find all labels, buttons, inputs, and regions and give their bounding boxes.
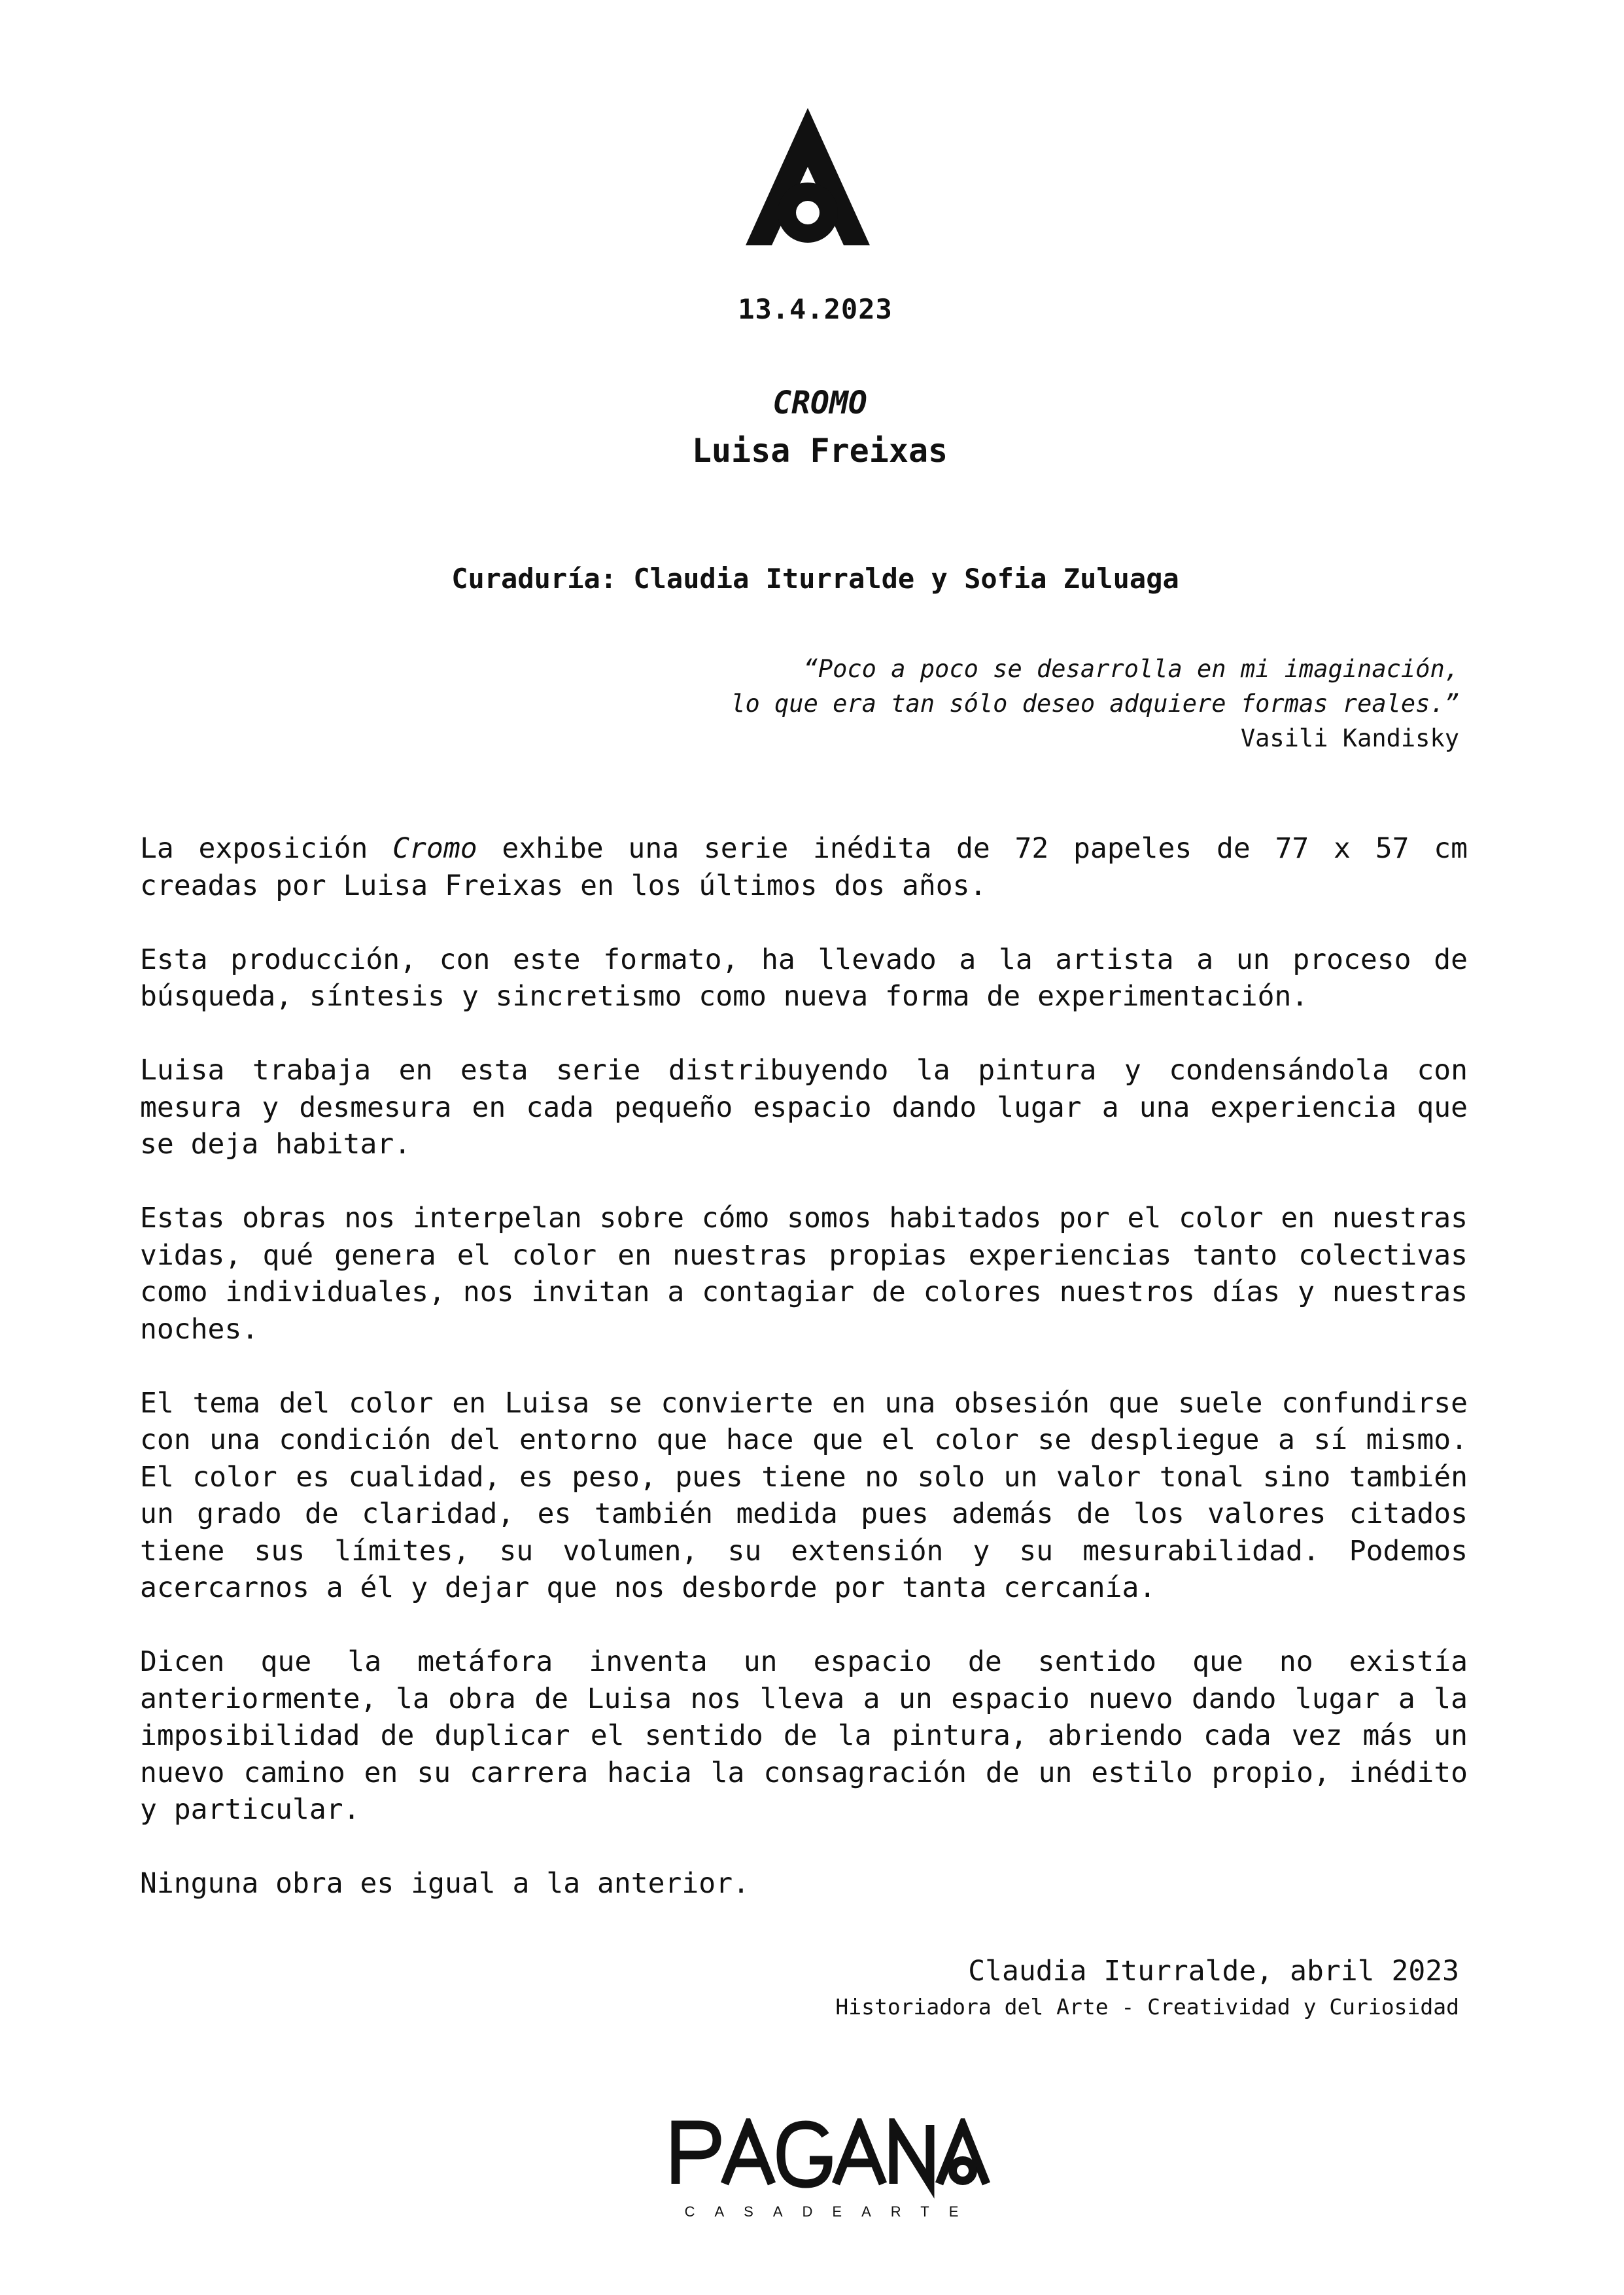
paragraph-6: Dicen que la metáfora inventa un espacio de sentido que no existía anteriormente, la obra de Luisa nos lleva a un espacio nuevo dando lugar a la imposibilidad de duplicar el sentido de la pintura, abriendo cada vez más un nuevo camino en su carrera hacia la consagración de un estilo propio, inédito y particular. (140, 1645, 1468, 1826)
curators-line: Curaduría: Claudia Iturralde y Sofia Zuluaga (451, 563, 1179, 595)
quote-line-1: “Poco a poco se desarrolla en mi imaginación, (803, 655, 1459, 683)
paragraph-1 (140, 830, 1468, 904)
paragraph-3: Luisa trabaja en esta serie distribuyendo la pintura y condensándola con mesura y desmesura en cada pequeño espacio dando lugar a una experiencia que se deja habitar. (140, 1054, 1468, 1161)
exhibition-title: CROMO (772, 385, 867, 421)
epigraph-quote (731, 652, 1459, 756)
paragraph-5: El tema del color en Luisa se convierte en una obsesión que suele confundirse con una condición del entorno que hace que el color se despliegue a sí mismo. El color es cualidad, es peso, pues tiene no solo un valor tonal sino también un grado de claridad, es también medida pues además de los valores citados tiene sus límites, su volumen, su extensión y su mesurabilidad. Podemos acercarnos a él y dejar que nos desborde por tanta cercanía. (140, 1386, 1468, 1604)
paragraph-1-end: exhibe una serie inédita de 72 papeles de 77 x 57 cm creadas por Luisa Freixas en los últimos dos años. (140, 832, 1468, 902)
paragraph-2: Esta producción, con este formato, ha llevado a la artista a un proceso de búsqueda, síntesis y sincretismo como nueva forma de experimentación. (140, 943, 1468, 1013)
exhibition-date: 13.4.2023 (738, 293, 893, 325)
quote-author: Vasili Kandisky (1240, 724, 1459, 752)
paragraph-1-start: La exposición (140, 832, 393, 865)
paragraph-1-title: Cromo (392, 832, 477, 865)
pagana-casa-de-arte-logo (671, 2118, 992, 2223)
paragraph-4: Estas obras nos interpelan sobre cómo somos habitados por el color en nuestras vidas, qué genera el color en nuestras propias experiencias tanto colectivas como individuales, nos invitan a contagiar de colores nuestros días y nuestras noches. (140, 1202, 1468, 1346)
paragraph-7: Ninguna obra es igual a la anterior. (140, 1867, 750, 1900)
logo-tagline: CASADEARTE (684, 2203, 978, 2220)
signature-block (835, 1952, 1459, 2023)
quote-line-2: lo que era tan sólo deseo adquiere formas reales.” (731, 690, 1459, 718)
pagana-monogram-logo (746, 108, 870, 245)
signature-name: Claudia Iturralde, abril 2023 (968, 1955, 1459, 1988)
artist-name: Luisa Freixas (691, 432, 948, 470)
signature-role: Historiadora del Arte - Creatividad y Curiosidad (835, 1994, 1459, 2020)
exhibition-text (140, 830, 1468, 1902)
